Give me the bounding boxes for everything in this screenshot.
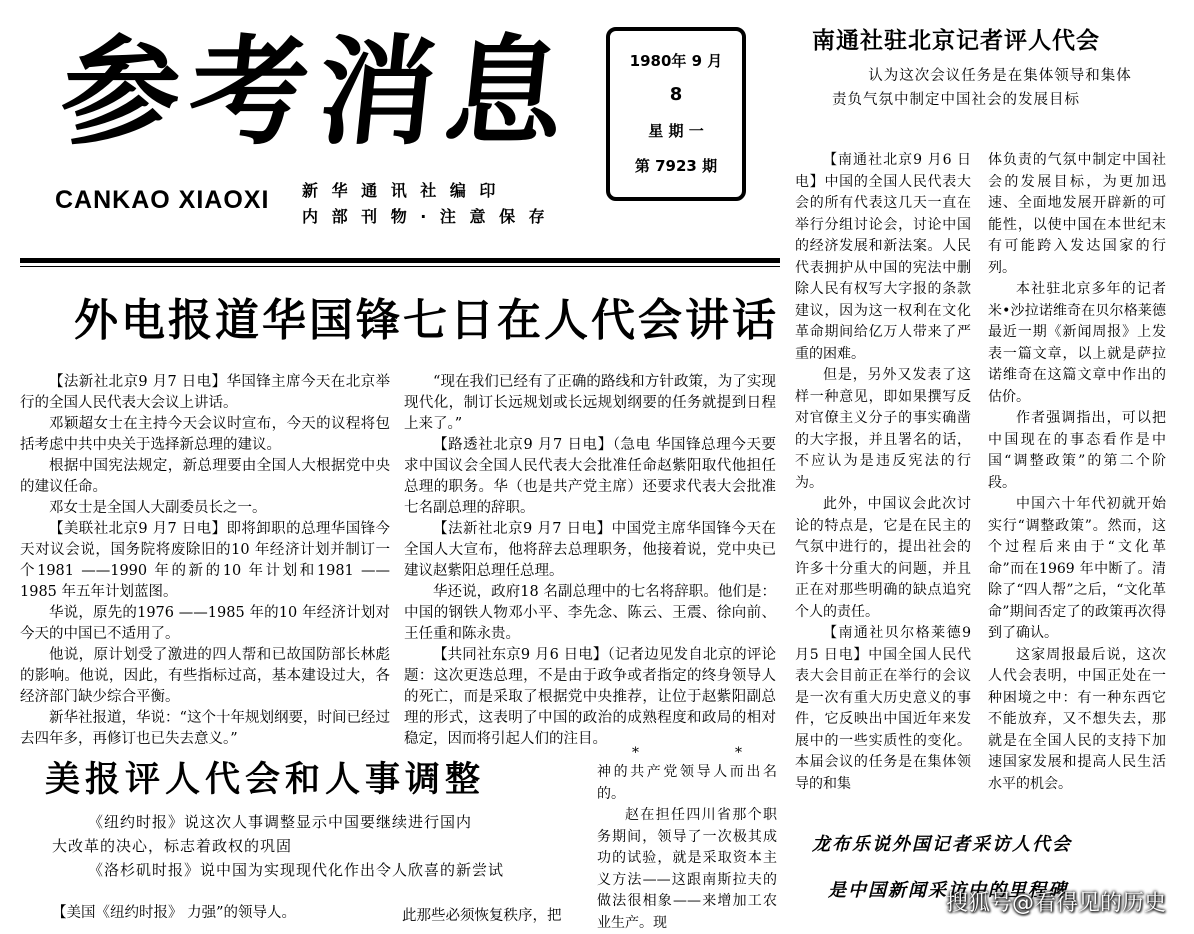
main-headline: 外电报道华国锋七日在人代会讲话 (74, 295, 779, 346)
publisher-info (302, 178, 549, 230)
deck-text: 认为这次会议任务是在集体领导和集体责负气氛中制定中国社会的发展目标 (832, 68, 1132, 108)
continuation-column (597, 762, 777, 934)
date-year-month: 1980年 9 月 (629, 52, 723, 70)
date-box (606, 27, 746, 201)
paragraph: 根据中国宪法规定，新总理要由全国人大根据党中央的建议任命。 (20, 458, 390, 495)
masthead-rule-thin (20, 266, 780, 267)
date-weekday: 星 期 一 (648, 122, 704, 140)
paragraph: 华还说，政府18 名副总理中的七名将辞职。他们是：中国的钢铁人物邓小平、李先念、陈云、王震、徐向前、王任重和陈永贵。 (404, 584, 776, 642)
paragraph: 【法新社北京9 月7 日电】中国党主席华国锋今天在全国人大宣布，他将辞去总理职务，他接着说，党中央已建议赵紫阳总理任总理。 (404, 521, 776, 579)
watermark-text: 搜狐号@看得见的历史 (945, 891, 1166, 916)
paragraph: 华说，原先的1976 ——1985 年的10 年经济计划对今天的中国已不适用了。 (20, 605, 390, 642)
paragraph: 神的共产党领导人而出名的。 (597, 764, 777, 802)
paragraph: 此外，中国议会此次讨论的特点是，它是在民主的气氛中进行的，提出社会的许多十分重大的问题，并且正在对那些明确的缺点追究个人的责任。 (795, 496, 971, 620)
second-article-deck-1b: 大改革的决心，标志着政权的巩固 (52, 837, 293, 855)
masthead-roman: CANKAO XIAOXI (55, 186, 270, 214)
masthead-rule (20, 258, 780, 263)
paragraph: 【路透社北京9 月7 日电】（急电 华国锋总理今天要求中国议会全国人民代表大会批准任命赵紫阳取代他担任总理的职务。华（也是共产党主席）还要求代表大会批准七名副总理的辞职。 (404, 437, 776, 516)
publisher-line-1: 新 华 通 讯 社 编 印 (302, 181, 500, 200)
section-separator (632, 745, 742, 761)
second-article-headline: 美报评人代会和人事调整 (45, 760, 486, 800)
second-article-col-2-start: 此那些必须恢复秩序，把 (402, 908, 562, 924)
date-day: 8 (669, 84, 683, 105)
paragraph: 中国六十年代初就开始实行“调整政策”。然而，这个过程后来由于“文化革命”而在1969 年中断了。清除了“四人帮”之后，“文化革命”期间否定了的政策再次得到了确认。 (988, 496, 1166, 641)
paragraph: 这家周报最后说，这次人代会表明，中国正处在一种困境之中：有一种东西它不能放弃，又不想失去，那就是在全国人民的支持下加速国家发展和提高人民生活水平的机会。 (988, 646, 1166, 792)
paragraph: 邓颖超女士在主持今天会议时宣布，今天的议程将包括考虑中共中央关于选择新总理的建议。 (20, 416, 390, 453)
right-article-headline: 南通社驻北京记者评人代会 (812, 28, 1100, 54)
second-article-deck-2: 《洛杉矶时报》说中国为实现现代化作出令人欣喜的新尝试 (88, 861, 505, 879)
paragraph: 但是，另外又发表了这样一种意见，即如果撰写反对官僚主义分子的事实确凿的大字报，并且署名的话，不应认为是违反宪法的行为。 (795, 367, 971, 491)
right-article-deck (832, 64, 1132, 112)
paragraph: 【美联社北京9 月7 日电】即将卸职的总理华国锋今天对议会说，国务院将废除旧的10 年经济计划并制订一个1981 ——1990 年的新的10 年计划和1981 ——1985 年五年计划蓝图。 (20, 521, 390, 600)
star-mark: * (735, 745, 742, 761)
middle-column (795, 150, 971, 795)
paragraph: 体负责的气氛中制定中国社会的发展目标，为更加迅速、全面地发展开辟新的可能性，以使中国在本世纪末有可能跨入发达国家的行列。 (988, 152, 1166, 276)
right-article-column (988, 150, 1166, 795)
paragraph: 【共同社东京9 月6 日电】（记者边见发自北京的评论题：这次更迭总理，不是由于政争或者指定的终身领导人的死亡，而是采取了根据党中央推荐，让位于赵紫阳副总理的形式，这表明了中国的政治的成熟程度和政局的相对稳定，因而将引起人们的注目。 (404, 647, 776, 747)
star-mark: * (632, 745, 639, 761)
second-article-col-1-start: 【美国《纽约时报》 力强”的领导人。 (52, 905, 297, 921)
masthead-title: 参考消息 (54, 22, 582, 161)
publisher-line-2: 内 部 刊 物 · 注 意 保 存 (302, 207, 549, 226)
bottom-right-headline-2: 是中国新闻采访中的里程碑 (828, 880, 1068, 901)
paragraph: 作者强调指出，可以把中国现在的事态看作是中国“调整政策”的第二个阶段。 (988, 410, 1166, 491)
bottom-right-headline-1: 龙布乐说外国记者采访人代会 (812, 834, 1072, 855)
paragraph: 本社驻北京多年的记者米•沙拉诺维奇在贝尔格莱德最近一期《新闻周报》上发表一篇文章，以上就是萨拉诺维奇在这篇文章中作出的估价。 (988, 281, 1166, 405)
paragraph: 邓女士是全国人大副委员长之一。 (49, 500, 267, 516)
paragraph: 【南通社贝尔格莱德9 月5 日电】中国全国人民代表大会目前正在举行的会议是一次有重大历史意义的事件，它反映出中国近年来发展中的一些实质性的变化。本届会议的任务是在集体领导的和集 (795, 625, 971, 792)
paragraph: “现在我们已经有了正确的路线和方针政策，为了实现现代化，制订长远规划或长远规划纲要的任务就提到日程上来了。” (404, 374, 776, 432)
main-article-col-1 (20, 372, 390, 750)
second-article-deck-1a: 《纽约时报》说这次人事调整显示中国要继续进行国内 (88, 813, 473, 831)
paragraph: 他说，原计划受了激进的四人帮和已故国防部长林彪的影响。他说，因此，有些指标过高，基本建设过大，各经济部门缺少综合平衡。 (20, 647, 390, 705)
issue-number: 第 7923 期 (634, 157, 718, 175)
main-article-col-2 (404, 372, 776, 750)
paragraph: 新华社报道，华说：“这个十年规划纲要，时间已经过去四年多，再修订也已失去意义。” (20, 710, 390, 747)
paragraph: 赵在担任四川省那个职务期间，领导了一次极其成功的试验，就是采取资本主义方法——这跟南斯拉夫的做法很相象——来增加工农业生产。现 (597, 807, 777, 931)
paragraph: 【法新社北京9 月7 日电】华国锋主席今天在北京举行的全国人民代表大会议上讲话。 (20, 374, 390, 411)
paragraph: 【南通社北京9 月6 日电】中国的全国人民代表大会的所有代表这几天一直在举行分组讨论会，讨论中国的经济发展和新法案。人民代表拥护从中国的宪法中删除人民有权写大字报的条款建议，因为这一权利在文化革命期间给亿万人带来了严重的困难。 (795, 152, 971, 362)
